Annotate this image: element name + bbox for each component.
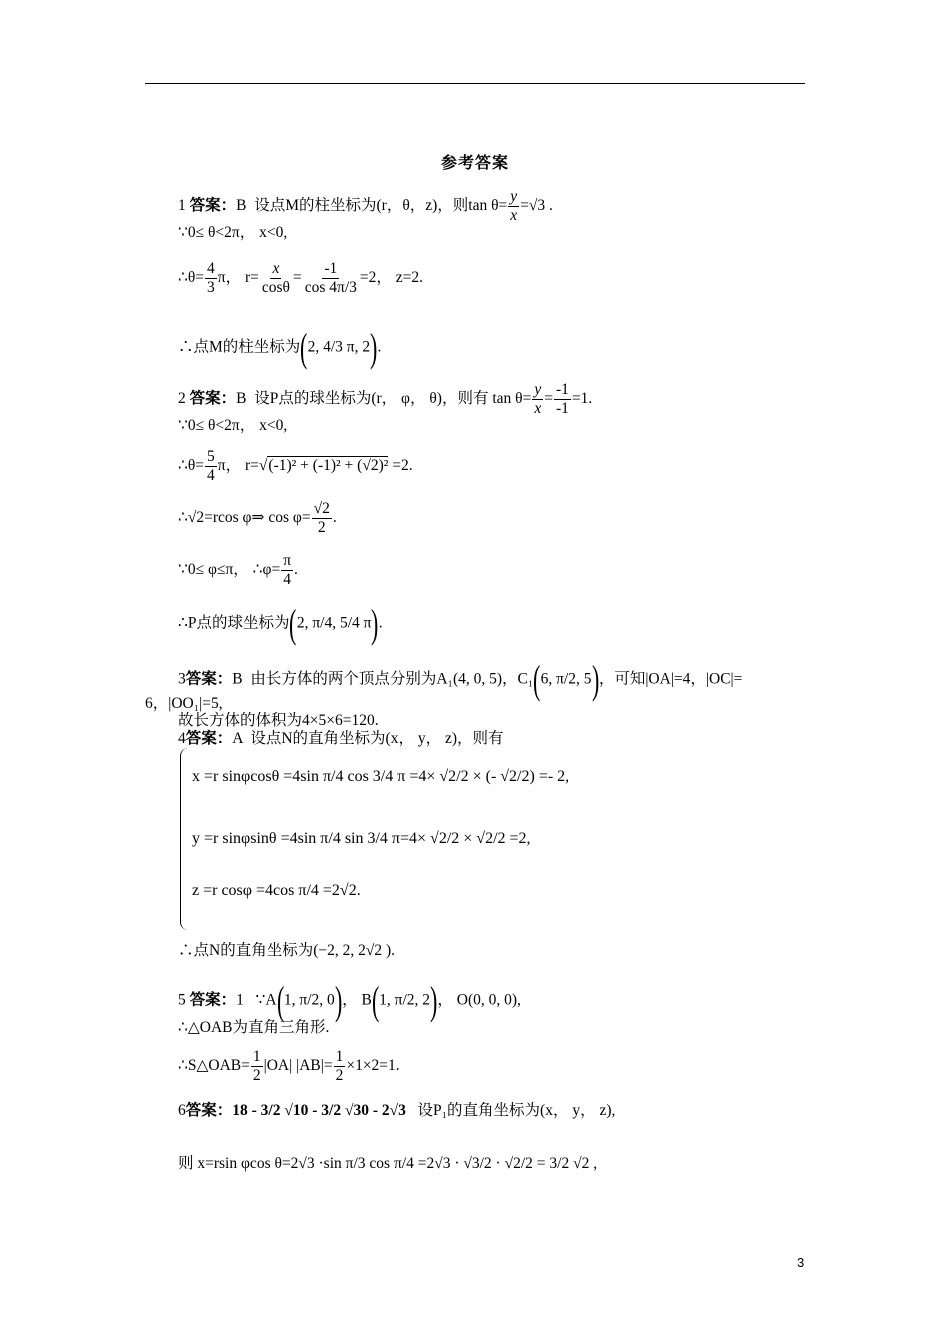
q4-line1 xyxy=(178,728,504,750)
q2-l3-sqrt: (-1)² + (-1)² + (√2)² xyxy=(268,457,389,475)
q2-line5 xyxy=(178,552,298,589)
q5-line1: 5 答案：1 ∵A(1, π/2, 0)， B(1, π/2, 2)， O(0, 0, 0), xyxy=(178,978,521,1023)
q1-number: 1 xyxy=(178,197,186,215)
q1-tail: =√3 . xyxy=(520,197,553,215)
q1-l3-frac2: $\frac{x}{\cos\theta}$ xyxy=(261,260,290,296)
q2-l6-a: ∴P点的球坐标为 xyxy=(178,614,290,632)
q2-line2: ∵0≤ θ<2π， x<0, xyxy=(178,417,288,434)
q5-coord-b: 1, π/2, 2 xyxy=(379,991,431,1009)
q4-choice: A xyxy=(232,730,243,747)
q5-frac1: $\frac{1}{2}$ xyxy=(252,1048,261,1084)
q5-number: 5 xyxy=(178,991,186,1009)
q4-text: 设点N的直角坐标为(x， y， z)，则有 xyxy=(250,730,504,747)
q3-coord: 6, π/2, 5 xyxy=(540,670,592,688)
q5-l1-b: ， B xyxy=(342,991,372,1009)
q5-l3-b: |OA| |AB|= xyxy=(263,1057,333,1075)
q2-number: 2 xyxy=(178,390,186,408)
q3-number: 3 xyxy=(178,670,186,688)
q1-line3 xyxy=(178,260,423,297)
q2-frac2: $\frac{-1}{-1}$ xyxy=(555,381,569,417)
page-number: 3 xyxy=(797,1255,805,1270)
q2-choice: B xyxy=(236,390,247,408)
q3-l1-b: ，可知|OA|=4，|OC|= xyxy=(598,670,743,688)
q5-l3-a: ∴S△OAB= xyxy=(178,1057,250,1075)
q5-l3-c: ×1×2=1. xyxy=(346,1057,400,1075)
q1-l4-coord: 2, 4/3 π, 2 xyxy=(307,338,371,356)
q4-system-brace xyxy=(180,748,189,930)
q2-l6-coord: 2, π/4, 5/4 π xyxy=(296,614,372,632)
q4-conclusion: ∴点N的直角坐标为(−2, 2, 2√2 ). xyxy=(178,942,396,959)
q4-answer-label: 答案： xyxy=(185,730,233,747)
q5-answer-label: 答案： xyxy=(189,991,237,1009)
q3-line3: 故长方体的体积为4×5×6=120. xyxy=(178,712,379,729)
q2-line3: ∴θ= $\frac{5}{4}$ π， r=√(-1)² + (-1)² + (√2)² =2. xyxy=(178,448,413,484)
q6-l1-b: 设P₁的直角坐标为(x， y， z), xyxy=(417,1102,616,1119)
q1-answer-label: 答案： xyxy=(189,197,237,215)
q5-frac2: $\frac{1}{2}$ xyxy=(335,1048,344,1084)
q2-l3-a: ∴θ= xyxy=(178,457,205,475)
q2-answer-label: 答案： xyxy=(189,390,237,408)
q2-tail: =1. xyxy=(571,390,593,408)
q5-choice: 1 xyxy=(236,991,244,1009)
q1-line4: ∴点M的柱坐标为(2, 4/3 π, 2). xyxy=(178,325,382,370)
q6-choice: 18 - 3/2 √10 - 3/2 √30 - 2√3 xyxy=(232,1102,406,1119)
q6-answer-label: 答案： xyxy=(185,1102,233,1119)
q3-line1: 3答案：B 由长方体的两个顶点分别为A₁(4, 0, 5)，C₁(6, π/2, 5)，可知|OA|=4，|OC|= xyxy=(178,657,743,702)
q2-l3-c: =2. xyxy=(392,457,413,475)
q3-l1-a: 由长方体的两个顶点分别为A₁(4, 0, 5)，C₁ xyxy=(250,670,534,688)
q1-choice: B xyxy=(236,197,247,215)
q3-answer-label: 答案： xyxy=(185,670,233,688)
q2-frac1: $\frac{y}{x}$ xyxy=(534,381,542,417)
q2-l5-end: . xyxy=(294,561,298,579)
q1-l3-frac3: $\frac{-1}{\cos 4\pi/3}$ xyxy=(304,260,357,296)
q5-l1-a: ∵A xyxy=(255,991,277,1009)
q6-number: 6 xyxy=(178,1102,186,1119)
q2-l4-end: . xyxy=(332,509,337,527)
q5-l1-c: ， O(0, 0, 0), xyxy=(437,991,521,1009)
q1-line2: ∵0≤ θ<2π， x<0, xyxy=(178,224,288,241)
q1-frac: $\frac{y}{x}$ xyxy=(510,188,518,224)
q5-line2: ∴△OAB为直角三角形. xyxy=(178,1019,330,1036)
q2-line6: ∴P点的球坐标为(2, π/4, 5/4 π). xyxy=(178,601,383,646)
q5-coord-a: 1, π/2, 0 xyxy=(283,991,335,1009)
q1-l3-b: π， r= xyxy=(217,269,259,287)
q2-l6-end: . xyxy=(378,614,383,632)
q1-l3-c: = xyxy=(292,269,302,287)
q2-l4-frac: $\frac{√2}{2}$ xyxy=(313,500,330,536)
q2-l3-frac: $\frac{5}{4}$ xyxy=(207,448,215,484)
q2-line4 xyxy=(178,500,337,537)
q4-eq-x: x =r sinφcosθ =4sin π/4 cos 3/4 π =4× √2/2 × (- √2/2) =- 2, xyxy=(192,768,570,785)
q3-choice: B xyxy=(232,670,243,688)
header-rule xyxy=(145,83,805,84)
q6-line1 xyxy=(178,1100,615,1122)
q2-l5-a: ∵0≤ φ≤π， ∴φ= xyxy=(178,561,281,579)
q1-l4-end: . xyxy=(377,338,382,356)
q6-line2: 则 x=rsin φcos θ=2√3 ·sin π/3 cos π/4 =2√3 · √3/2 · √2/2 = 3/2 √2 , xyxy=(178,1155,598,1172)
q1-text: 设点M的柱坐标为(r，θ，z)，则tan θ= xyxy=(254,197,508,215)
q4-eq-y: y =r sinφsinθ =4sin π/4 sin 3/4 π=4× √2/2 × √2/2 =2, xyxy=(192,830,531,847)
q2-l3-b: π， r= xyxy=(217,457,259,475)
q2-text: 设P点的球坐标为(r， φ， θ)，则有 tan θ= xyxy=(254,390,532,408)
q4-number: 4 xyxy=(178,730,186,747)
q1-l3-frac1: $\frac{4}{3}$ xyxy=(207,260,215,296)
q2-line1 xyxy=(178,381,592,418)
q2-l5-frac: $\frac{\pi}{4}$ xyxy=(283,552,292,588)
page-title: 参考答案 xyxy=(440,155,509,172)
q4-eq-z: z =r cosφ =4cos π/4 =2√2. xyxy=(192,882,361,899)
q1-l4-a: ∴点M的柱坐标为 xyxy=(178,338,301,356)
q5-line3 xyxy=(178,1048,400,1085)
q1-l3-d: =2， z=2. xyxy=(359,269,424,287)
q3-line2: 6，|OO₁|=5, xyxy=(145,695,223,712)
q1-l3-a: ∴θ= xyxy=(178,269,205,287)
q1-line1 xyxy=(178,188,553,225)
q2-l4-a: ∴√2=rcos φ⇒ cos φ= xyxy=(178,509,311,527)
q2-mid: = xyxy=(544,390,553,408)
